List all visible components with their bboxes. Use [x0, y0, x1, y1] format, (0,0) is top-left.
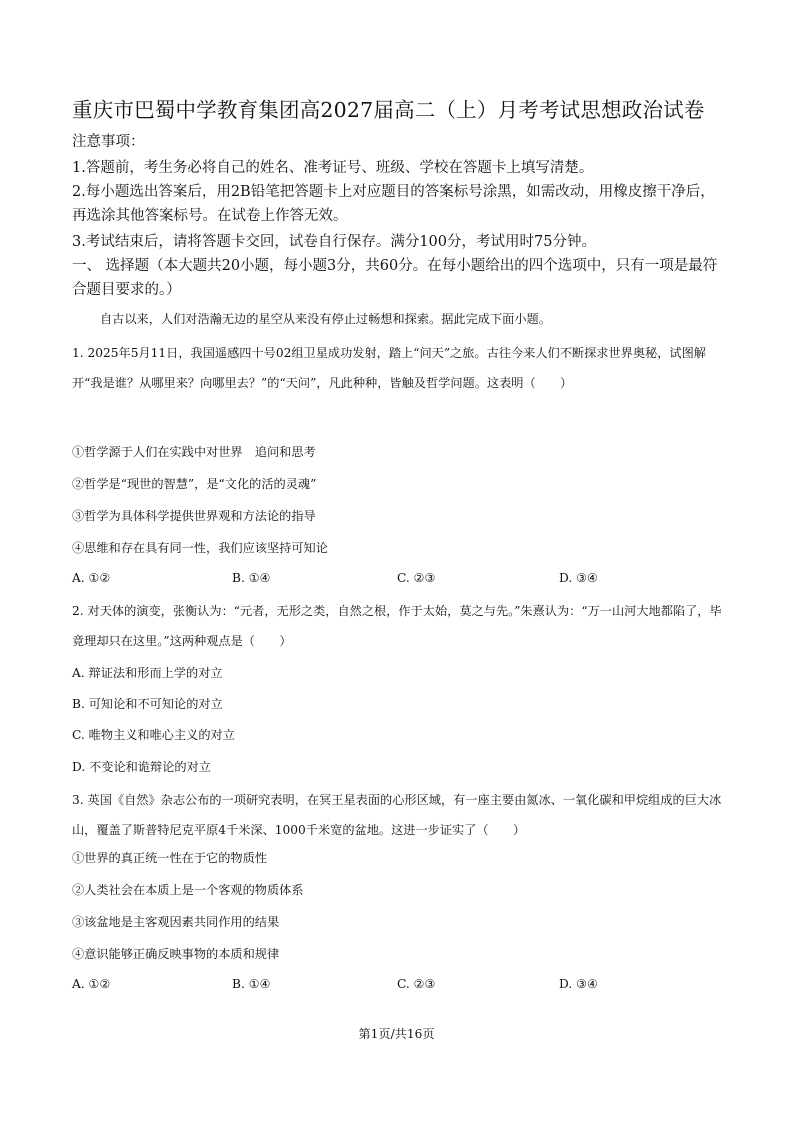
- section-heading: 一、 选择题（本大题共20小题，每小题3分，共60分。在每小题给出的四个选项中，只有一项是最符合题目要求的。）: [72, 258, 718, 298]
- q2-option-a: A. 辩证法和形而上学的对立: [72, 666, 223, 680]
- q2-option-c: C. 唯物主义和唯心主义的对立: [72, 728, 235, 742]
- q2-option-b: B. 可知论和不可知论的对立: [72, 697, 223, 711]
- notice-item-1: 1.答题前，考生务必将自己的姓名、准考证号、班级、学校在答题卡上填写清楚。: [72, 160, 594, 176]
- q3-item-2: ②人类社会在本质上是一个客观的物质体系: [72, 883, 304, 897]
- notice-heading: 注意事项：: [72, 134, 145, 150]
- q3-item-3: ③该盆地是主客观因素共同作用的结果: [72, 915, 280, 929]
- q3-item-1: ①世界的真正统一性在于它的物质性: [72, 851, 267, 865]
- q1-item-2: ②哲学是“现世的智慧”，是“文化的活的灵魂”: [72, 477, 317, 491]
- q1-item-1: ①哲学源于人们在实践中对世界 追问和思考: [72, 445, 316, 459]
- q1-option-c: C. ②③: [397, 571, 436, 585]
- q3-item-4: ④意识能够正确反映事物的本质和规律: [72, 947, 280, 961]
- q2-option-d: D. 不变论和诡辩论的对立: [72, 760, 211, 774]
- q1-option-a: A. ①②: [72, 571, 111, 585]
- q3-stem: 3. 英国《自然》杂志公布的一项研究表明，在冥王星表面的心形区域，有一座主要由氮冰、一氧化碳和甲烷组成的巨大冰山，覆盖了斯普特尼克平原4千米深、1000千米宽的盆地。这进一步证实了（ ）: [72, 793, 722, 837]
- page-footer: 第1页/共16页: [358, 1027, 435, 1041]
- q1-item-3: ③哲学为具体科学提供世界观和方法论的指导: [72, 509, 316, 523]
- q3-option-b: B. ①④: [232, 977, 271, 991]
- q2-stem: 2. 对天体的演变，张衡认为：“元者，无形之类，自然之根，作于太始，莫之与先。”朱熹认为：“万一山河大地都陷了，毕竟理却只在这里。”这两种观点是（ ）: [72, 604, 722, 648]
- notice-item-3: 3.考试结束后，请将答题卡交回，试卷自行保存。满分100分，考试用时75分钟。: [72, 234, 596, 250]
- q1-option-d: D. ③④: [559, 571, 598, 585]
- q1-item-4: ④思维和存在具有同一性，我们应该坚持可知论: [72, 541, 328, 555]
- intro-text: 自古以来，人们对浩瀚无边的星空从来没有停止过畅想和探索。据此完成下面小题。: [100, 312, 551, 326]
- q3-option-a: A. ①②: [72, 977, 111, 991]
- page-title: 重庆市巴蜀中学教育集团高2027届高二（上）月考考试思想政治试卷: [72, 98, 705, 122]
- q1-option-b: B. ①④: [232, 571, 271, 585]
- q3-options: [72, 977, 722, 997]
- q1-options: [72, 571, 722, 591]
- q3-option-d: D. ③④: [559, 977, 598, 991]
- q1-stem: 1. 2025年5月11日，我国遥感四十号02组卫星成功发射，踏上“问天”之旅。古往今来人们不断探求世界奥秘，试图解开“我是谁？从哪里来？向哪里去？”的“天问”，凡此种种，皆触及哲学问题。这表明（ ）: [72, 346, 706, 390]
- q3-option-c: C. ②③: [397, 977, 436, 991]
- notice-item-2: 2.每小题选出答案后，用2B铅笔把答题卡上对应题目的答案标号涂黑，如需改动，用橡皮擦干净后，再选涂其他答案标号。在试卷上作答无效。: [72, 184, 715, 224]
